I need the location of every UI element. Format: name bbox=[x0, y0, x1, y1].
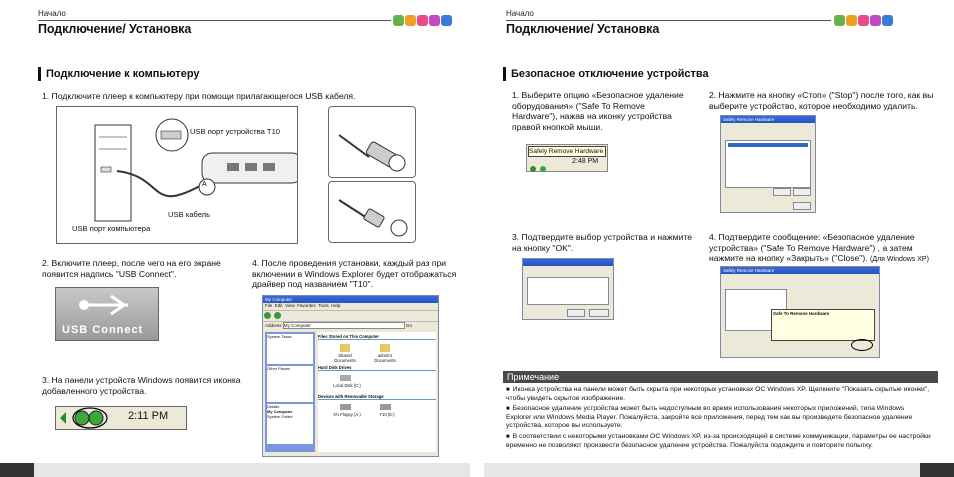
menu-favorites[interactable]: Favorites bbox=[297, 303, 316, 308]
floppy-icon[interactable] bbox=[340, 404, 351, 410]
record-icon[interactable] bbox=[870, 15, 881, 26]
page-title-right: Подключение/ Установка bbox=[506, 22, 660, 36]
network-icon[interactable] bbox=[530, 166, 536, 172]
go-button[interactable]: Go bbox=[406, 323, 413, 328]
menu-help[interactable]: Help bbox=[331, 303, 341, 308]
step4-suffix: (Для Windows XP) bbox=[870, 256, 929, 263]
item-shared[interactable]: Shared Documents bbox=[334, 353, 356, 363]
device-list[interactable] bbox=[725, 140, 811, 188]
menu-file[interactable]: File bbox=[265, 303, 273, 308]
ok-button[interactable] bbox=[567, 309, 585, 317]
tray-screenshot-right bbox=[526, 144, 608, 172]
confirm-title bbox=[523, 259, 613, 266]
section-title-left: Подключение к компьютеру bbox=[46, 68, 200, 80]
address-field[interactable]: My Computer bbox=[283, 322, 405, 329]
balloon-title: Safe To Remove Hardware bbox=[773, 311, 830, 316]
usb-b-connector bbox=[329, 182, 415, 242]
details-sub: System Folder bbox=[267, 414, 293, 419]
balloon-tray-highlight bbox=[851, 339, 873, 351]
note-item: ■ В соответствии с некоторыми установками ОС Windows XP, из-за происходящей в системе коммуникации, параметры ее настройки временно не позволяют произвести безопасное удаление устройства. Пожалуйста подождите и повторите попытку. bbox=[506, 433, 931, 450]
removable-row bbox=[318, 400, 436, 422]
remove-dialog-2 bbox=[720, 266, 880, 358]
note-title: Примечание bbox=[503, 371, 938, 383]
radio-icon[interactable] bbox=[417, 15, 428, 26]
step1-right: 1. Выберите опцию «Безопасное удаление оборудования» ("Safe To Remove Hardware"), нажав на иконку устройства правой кнопкой мыши. bbox=[512, 90, 684, 132]
cancel-button[interactable] bbox=[589, 309, 609, 317]
other-places-panel[interactable]: Other Places bbox=[267, 366, 313, 402]
header-rule-left bbox=[38, 20, 391, 21]
selected-device-row[interactable] bbox=[728, 143, 808, 147]
tray-time-right: 2:48 PM bbox=[572, 158, 599, 165]
explorer-menubar bbox=[263, 303, 438, 310]
confirm-list bbox=[527, 277, 609, 305]
item-local[interactable]: Local Disk (C:) bbox=[333, 383, 361, 388]
page-title-left: Подключение/ Установка bbox=[38, 22, 192, 36]
item-floppy[interactable]: 3½ Floppy (A:) bbox=[333, 412, 361, 417]
confirm-dialog bbox=[522, 258, 614, 320]
connector-b-inset bbox=[328, 181, 416, 243]
dialog1-title: Safely Remove Hardware bbox=[721, 116, 815, 123]
usb-a-connector bbox=[329, 107, 415, 177]
back-icon[interactable] bbox=[264, 312, 271, 319]
breadcrumb-left[interactable]: Начало bbox=[38, 9, 66, 18]
step4-right bbox=[709, 232, 937, 266]
music-icon[interactable] bbox=[834, 15, 845, 26]
safe-balloon bbox=[771, 309, 875, 341]
connector-a-inset bbox=[328, 106, 416, 178]
details-panel bbox=[267, 404, 313, 444]
section-bar-left bbox=[38, 67, 41, 81]
step2-right: 2. Нажмите на кнопку «Стоп» ("Stop") после того, как вы выберите устройство, которое необходимо удалить. bbox=[709, 90, 934, 111]
label-usb-device-port: USB порт устройства T10 bbox=[190, 127, 281, 136]
menu-tools[interactable]: Tools bbox=[318, 303, 329, 308]
details-header: Details bbox=[267, 404, 280, 409]
explorer-sidebar bbox=[265, 332, 315, 452]
dialog2-title: Safely Remove Hardware bbox=[721, 267, 879, 274]
step1-left: 1. Подключите плеер к компьютеру при помощи прилагающегося USB кабеля. bbox=[42, 91, 356, 101]
explorer-toolbar bbox=[263, 310, 438, 322]
group-hdd: Hard Disk Drives bbox=[318, 365, 436, 371]
explorer-window bbox=[262, 295, 439, 457]
tray-popup[interactable]: Safely Remove Hardware bbox=[528, 146, 606, 157]
explorer-title: My Computer bbox=[263, 296, 438, 303]
removable-drive-icon[interactable] bbox=[380, 404, 391, 410]
item-t10[interactable]: T10 (E:) bbox=[379, 412, 395, 417]
nav-icons-left bbox=[392, 13, 452, 31]
files-row bbox=[318, 340, 436, 362]
header-rule-right bbox=[506, 20, 831, 21]
photo-icon[interactable] bbox=[405, 15, 416, 26]
group-files: Files Stored on This Computer bbox=[318, 334, 436, 340]
notes-list bbox=[506, 386, 931, 450]
stop-button[interactable] bbox=[773, 188, 791, 196]
folder-icon[interactable] bbox=[340, 344, 350, 352]
settings-icon[interactable] bbox=[882, 15, 893, 26]
nav-icons-right bbox=[833, 13, 893, 31]
tray-icons-right bbox=[530, 159, 552, 167]
details-name: My Computer bbox=[267, 409, 293, 414]
explorer-content bbox=[318, 332, 436, 452]
settings-icon[interactable] bbox=[441, 15, 452, 26]
address-label: Address bbox=[265, 323, 282, 328]
explorer-address-bar bbox=[263, 322, 438, 329]
menu-view[interactable]: View bbox=[285, 303, 295, 308]
record-icon[interactable] bbox=[429, 15, 440, 26]
label-usb-cable: USB кабель bbox=[168, 210, 211, 219]
section-title-right: Безопасное отключение устройства bbox=[511, 68, 709, 80]
item-user[interactable]: admin's Documents bbox=[374, 353, 396, 363]
hdd-row bbox=[318, 371, 436, 391]
footer-bar-right bbox=[484, 463, 954, 477]
step3-left: 3. На панели устройств Windows появится иконка добавленного устройства. bbox=[42, 375, 241, 396]
usb-connect-screen bbox=[55, 287, 159, 341]
step3-right: 3. Подтвердите выбор устройства и нажмите на кнопку "OK". bbox=[512, 232, 692, 253]
note-item: ■ Иконка устройства на панели может быть скрыта при некоторых установках ОС Windows XP. Щелкните "Показать скрытые иконки", чтобы увидеть скрытое изображение. bbox=[506, 386, 931, 403]
close-button-2[interactable] bbox=[793, 202, 811, 210]
photo-icon[interactable] bbox=[846, 15, 857, 26]
device-icon[interactable] bbox=[540, 166, 546, 172]
close-button[interactable] bbox=[793, 188, 811, 196]
folder-icon[interactable] bbox=[380, 344, 390, 352]
group-removable: Devices with Removable Storage bbox=[318, 394, 436, 400]
usb-connect-text: USB Connect bbox=[62, 324, 144, 336]
tray-device-icon[interactable] bbox=[56, 407, 116, 429]
step2-left: 2. Включите плеер, после чего на его экране появится надпись "USB Connect". bbox=[42, 258, 221, 279]
page-tab-right bbox=[920, 463, 954, 477]
label-usb-pc-port: USB порт компьютера bbox=[72, 224, 151, 233]
section-bar-right bbox=[503, 67, 506, 81]
note-item: ■ Безопасное удаление устройства может быть недоступным во время использования некоторых приложений, типа Windows Explorer или Windows Media Player. Пожалуйста, закройте все приложения, перед тем как вы произведете безопасное удаление устройства, которое вы используете. bbox=[506, 405, 931, 431]
tray-screenshot-left bbox=[55, 406, 187, 430]
circle-a-label: A bbox=[202, 181, 207, 188]
forward-icon[interactable] bbox=[274, 312, 281, 319]
breadcrumb-right[interactable]: Начало bbox=[506, 9, 534, 18]
hard-disk-icon[interactable] bbox=[340, 375, 351, 381]
remove-dialog-1 bbox=[720, 115, 816, 213]
menu-edit[interactable]: Edit bbox=[274, 303, 283, 308]
step4-left: 4. После проведения установки, каждый раз при включении в Windows Explorer будет отображаться драйвер под названием "T10". bbox=[252, 258, 457, 289]
usb-symbol-icon bbox=[56, 288, 158, 322]
system-tasks-panel[interactable]: System Tasks bbox=[267, 334, 313, 364]
tray-time-left: 2:11 PM bbox=[128, 410, 169, 422]
page-tab-left bbox=[0, 463, 34, 477]
music-icon[interactable] bbox=[393, 15, 404, 26]
radio-icon[interactable] bbox=[858, 15, 869, 26]
footer-bar-left bbox=[0, 463, 470, 477]
step4-right-text: 4. Подтвердите сообщение: «Безопасное удаление устройства» ("Safe To Remove Hardware") , а затем нажмите на кнопку «Закрыть» ("Close"). bbox=[709, 232, 915, 263]
